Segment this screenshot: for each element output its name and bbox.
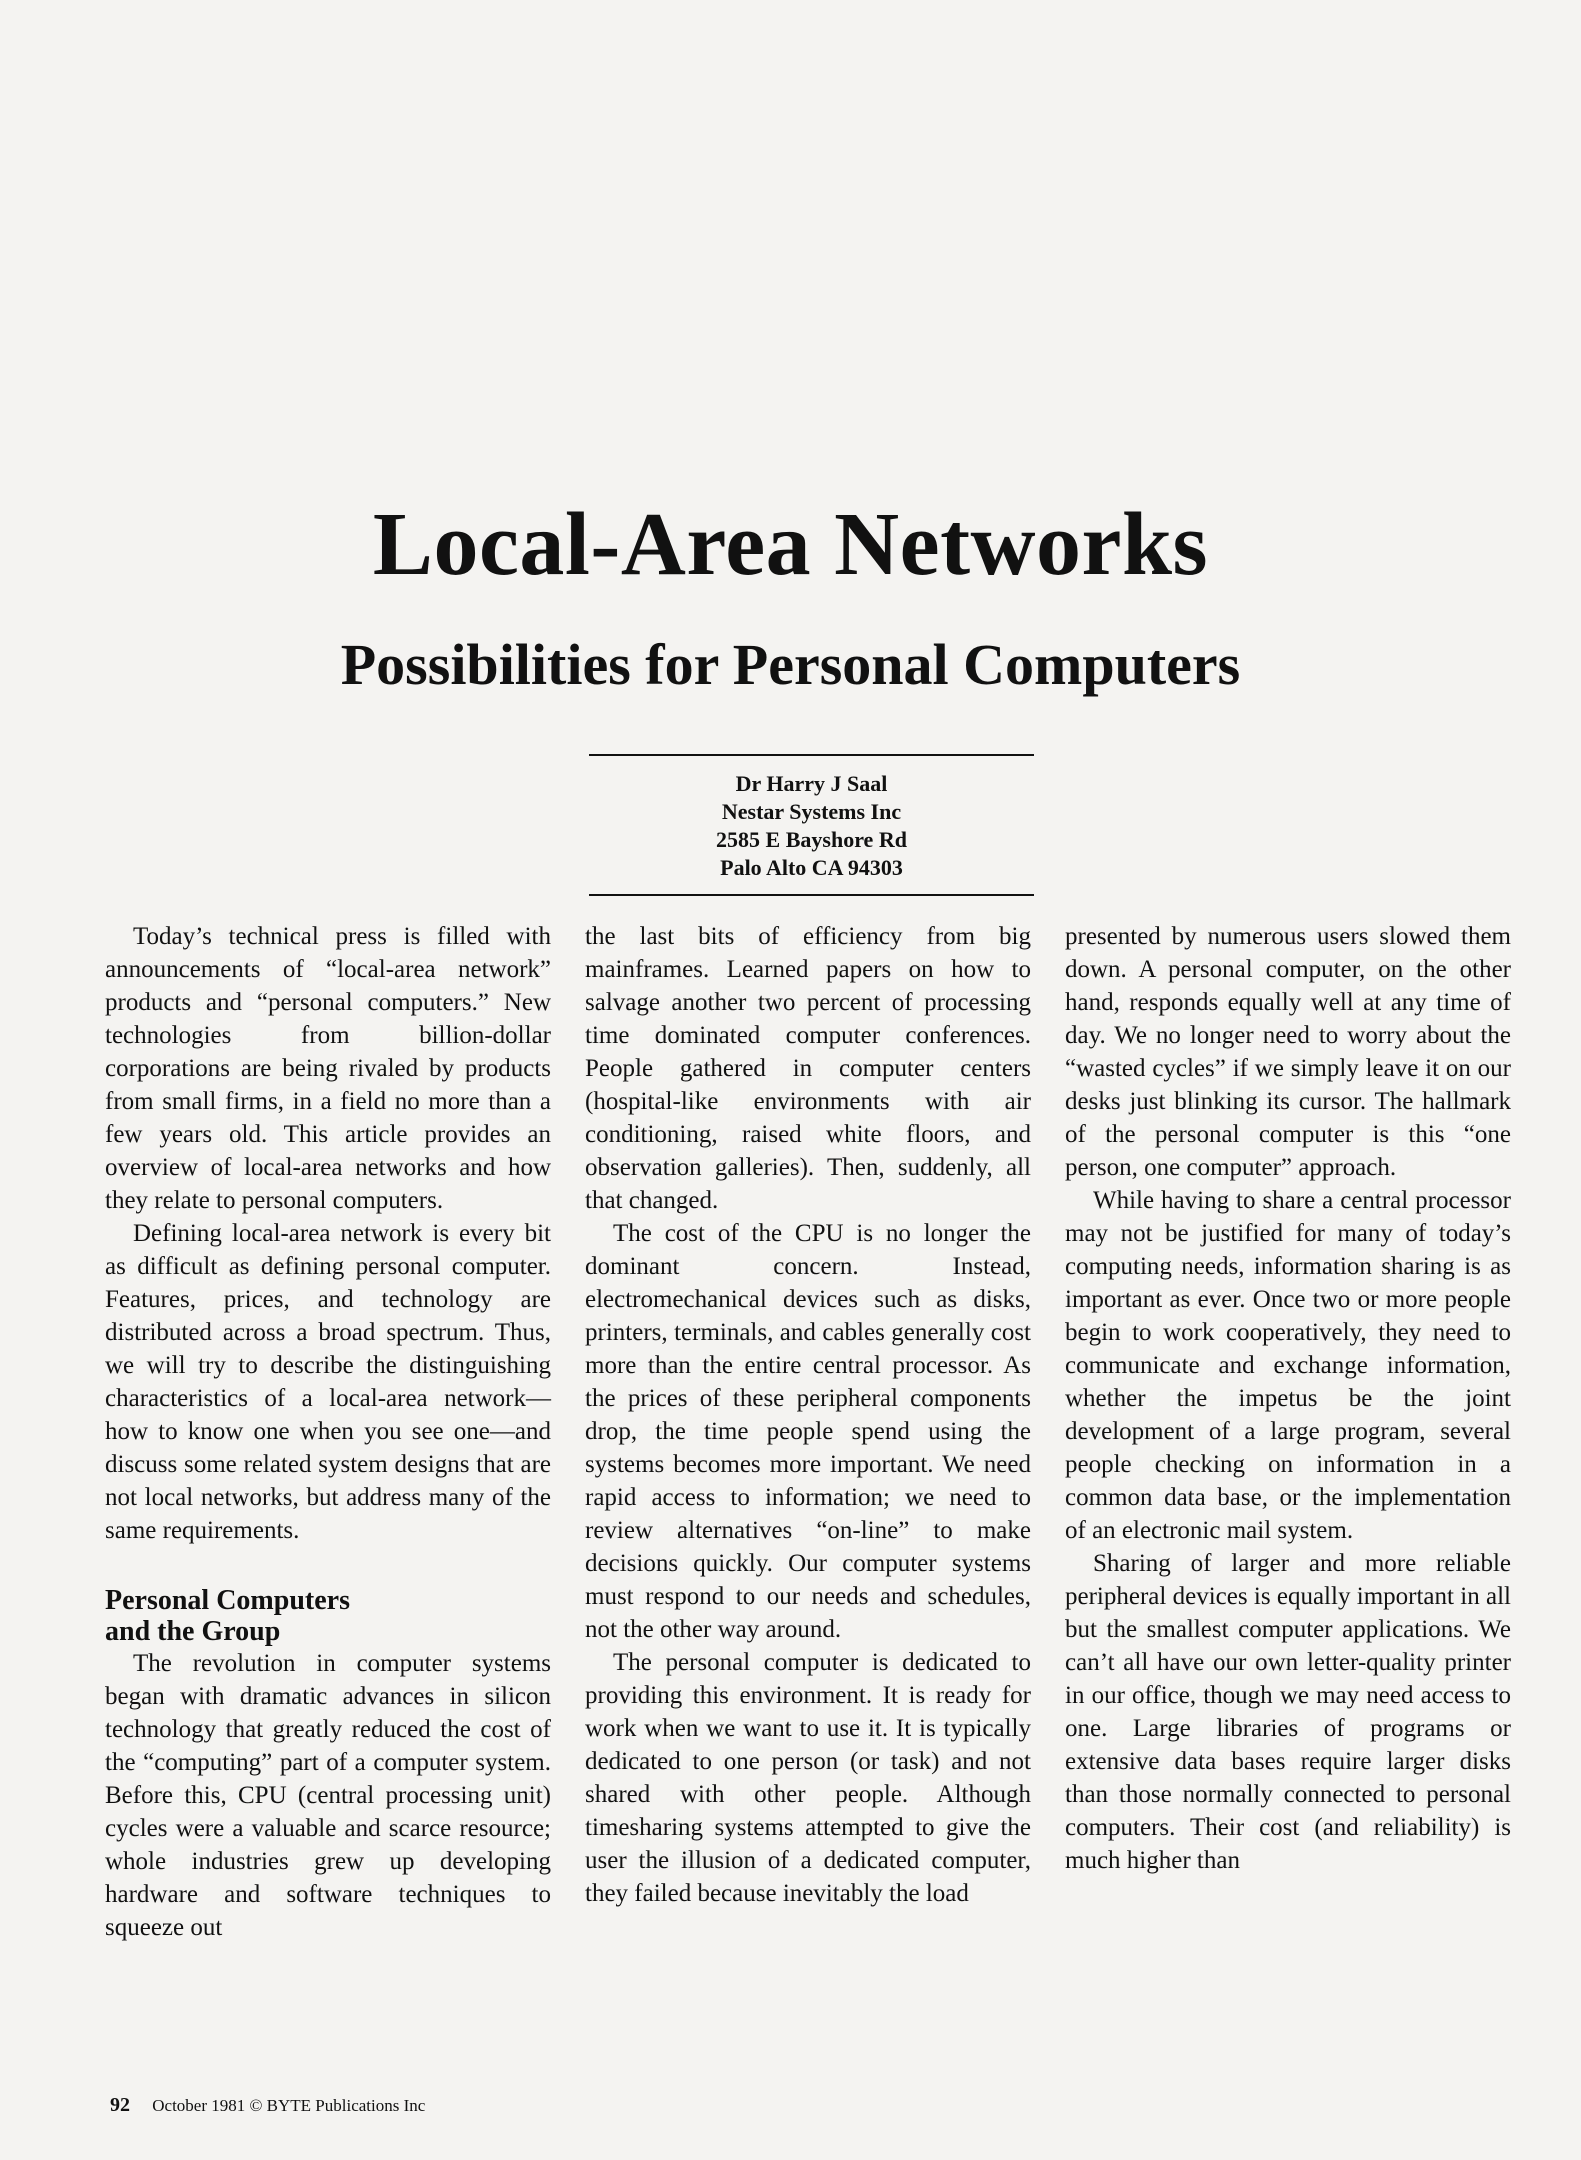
author-name: Dr Harry J Saal	[735, 771, 888, 796]
section-heading-line-1: Personal Computers	[105, 1585, 350, 1616]
paragraph: the last bits of efficiency from big mainframes. Learned papers on how to salvage another two percent of processing time dominated computer conferences. People gathered in computer centers (hospital-like environments with air conditioning, raised white floors, and observation galleries). Then, suddenly, all that changed.	[585, 923, 1031, 1214]
article-title: Local-Area Networks	[372, 495, 1209, 594]
footer-credit: October 1981 © BYTE Publications Inc	[152, 2096, 426, 2115]
text-column-3	[1065, 920, 1511, 1877]
author-byline	[589, 754, 1034, 896]
paragraph: The cost of the CPU is no longer the dominant concern. Instead, electromechanical devices such as disks, printers, terminals, and cables generally cost more than the entire central processor. As the prices of these peripheral components drop, the time people spend using the systems becomes more important. We need rapid access to information; we need to review alternatives “on-line” to make decisions quickly. Our computer systems must respond to our needs and schedules, not the other way around.	[585, 1220, 1031, 1643]
paragraph: Defining local-area network is every bit as difficult as defining personal computer. Features, prices, and technology are distributed across a broad spectrum. Thus, we will try to describe the distinguishing characteristics of a local-area network—how to know one when you see one—and discuss some related system designs that are not local networks, but address many of the same requirements.	[105, 1220, 551, 1544]
author-company: Nestar Systems Inc	[721, 799, 902, 824]
page-number: 92	[110, 2094, 130, 2116]
paragraph: The personal computer is dedicated to providing this environment. It is ready for work when we want to use it. It is typically dedicated to one person (or task) and not shared with other people. Although timesharing systems attempted to give the user the illusion of a dedicated computer, they failed because inevitably the load	[585, 1649, 1031, 1907]
section-heading-line-2: and the Group	[105, 1616, 281, 1647]
paragraph: The revolution in computer systems began with dramatic advances in silicon technology that greatly reduced the cost of the “computing” part of a computer system. Before this, CPU (central processing unit) cycles were a valuable and scarce resource; whole industries grew up developing hardware and software techniques to squeeze out	[105, 1650, 551, 1941]
text-column-1	[105, 920, 551, 1944]
paragraph: Sharing of larger and more reliable peripheral devices is equally important in all but the smallest computer applications. We can’t all have our own letter-quality printer in our office, though we may need access to one. Large libraries of programs or extensive data bases require larger disks than those normally connected to personal computers. Their cost (and reliability) is much higher than	[1065, 1550, 1511, 1874]
paragraph: While having to share a central processor may not be justified for many of today’s computing needs, information sharing is as important as ever. Once two or more people begin to work cooperatively, they need to communicate and exchange information, whether the impetus be the joint development of a large program, several people checking on information in a common data base, or the implementation of an electronic mail system.	[1065, 1187, 1511, 1544]
article-subtitle: Possibilities for Personal Computers	[340, 632, 1241, 697]
author-city: Palo Alto CA 94303	[720, 855, 903, 880]
text-column-2	[585, 920, 1031, 1910]
section-heading	[105, 1585, 551, 1647]
page-footer	[110, 2095, 425, 2116]
paragraph: presented by numerous users slowed them down. A personal computer, on the other hand, responds equally well at any time of day. We no longer need to worry about the “wasted cycles” if we simply leave it on our desks just blinking its cursor. The hallmark of the personal computer is this “one person, one computer” approach.	[1065, 923, 1511, 1181]
author-street: 2585 E Bayshore Rd	[716, 827, 907, 852]
paragraph: Today’s technical press is filled with announcements of “local-area network” products and “personal computers.” New technologies from billion-dollar corporations are being rivaled by products from small firms, in a field no more than a few years old. This article provides an overview of local-area networks and how they relate to personal computers.	[105, 923, 551, 1214]
